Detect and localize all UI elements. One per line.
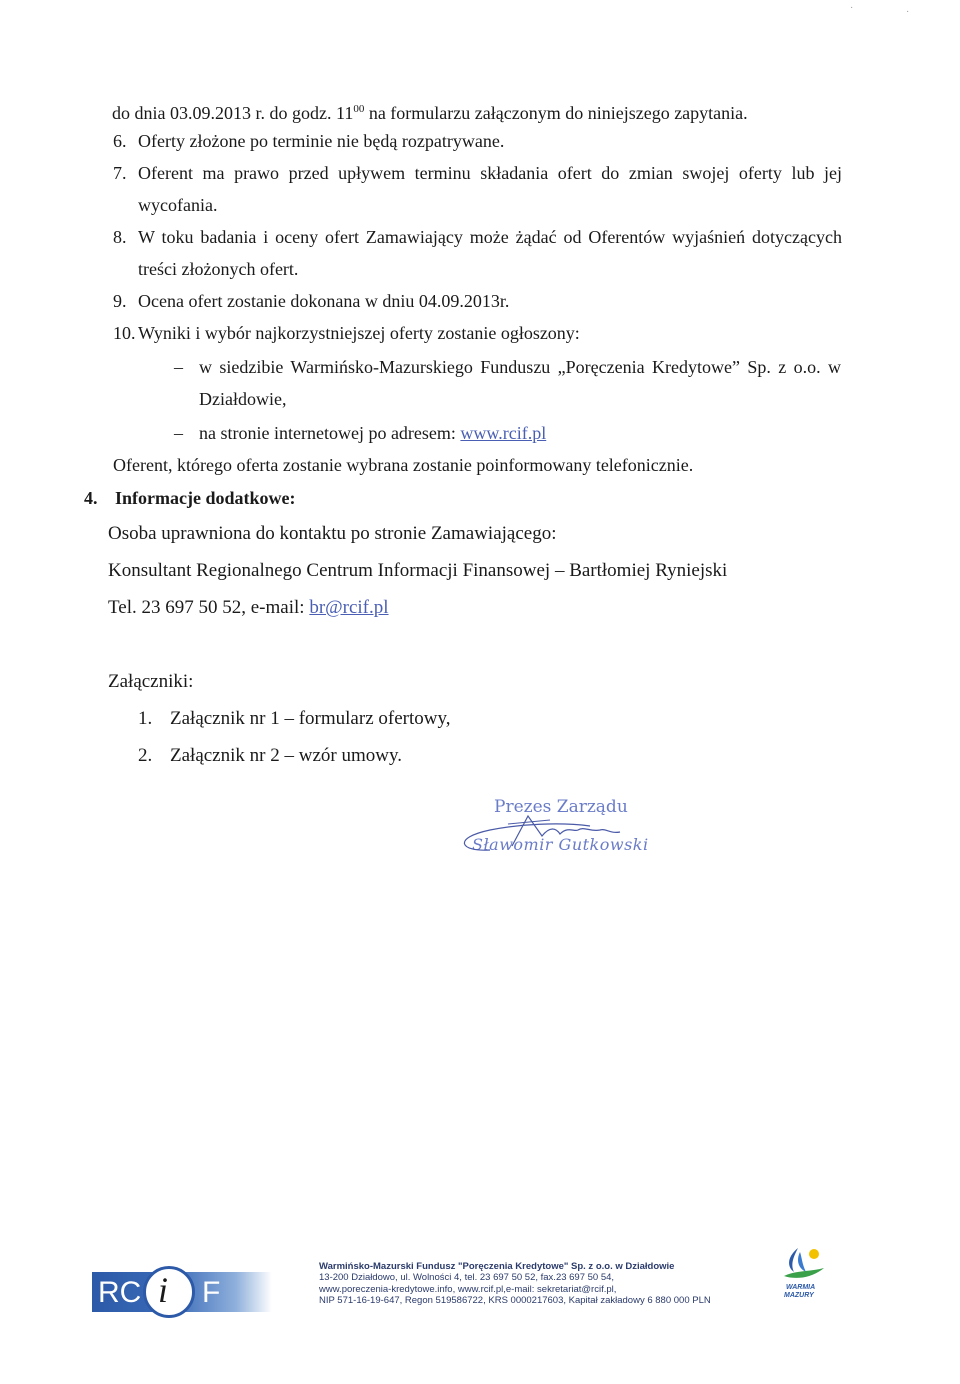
item-6-number: 6. <box>113 131 127 151</box>
handwritten-signature <box>450 808 640 858</box>
deadline-text-rest: na formularzu załączonym do niniejszego zapytania. <box>364 103 748 123</box>
stamp-name: Sławomir Gutkowski <box>472 835 649 854</box>
item-9-text: Ocena ofert zostanie dokonana w dniu 04.09.2013r. <box>138 291 510 311</box>
contact-person: Konsultant Regionalnego Centrum Informacji Finansowej – Bartłomiej Ryniejski <box>108 560 728 581</box>
section-4-number: 4. <box>84 488 98 508</box>
item-8-text: W toku badania i oceny ofert Zamawiający może żądać od Oferentów wyjaśnień dotyczących <box>138 227 842 247</box>
rcif-logo-text-right: F <box>202 1276 221 1309</box>
oferent-note: Oferent, którego oferta zostanie wybrana zostanie poinformowany telefonicznie. <box>113 455 694 475</box>
contact-intro: Osoba uprawniona do kontaktu po stronie Zamawiającego: <box>108 523 557 544</box>
deadline-time-sup: 00 <box>353 103 365 115</box>
attachment-1-number: 1. <box>138 708 153 729</box>
scan-mark: · <box>906 6 910 17</box>
item-8-number: 8. <box>113 227 127 247</box>
footer-address: 13-200 Działdowo, ul. Wolności 4, tel. 23 697 50 52, fax.23 697 50 54, <box>319 1272 615 1283</box>
attachments-heading: Załączniki: <box>108 671 194 692</box>
scan-mark: · <box>850 2 854 13</box>
rcif-logo-circle <box>143 1266 195 1318</box>
item-9-number: 9. <box>113 291 127 311</box>
attachment-2-text: Załącznik nr 2 – wzór umowy. <box>170 745 402 766</box>
footer-registry: NIP 571-16-19-647, Regon 519586722, KRS 0000217603, Kapitał zakładowy 6 880 000 PLN <box>319 1295 711 1306</box>
bullet-2-text: na stronie internetowej po adresem: <box>199 423 461 443</box>
bullet-dash: – <box>174 423 183 443</box>
item-7-text: Oferent ma prawo przed upływem terminu składania ofert do zmian swojej oferty lub jej <box>138 163 842 183</box>
section-4-title: Informacje dodatkowe: <box>115 488 296 508</box>
item-10-text: Wyniki i wybór najkorzystniejszej oferty zostanie ogłoszony: <box>138 323 580 343</box>
attachment-1-text: Załącznik nr 1 – formularz ofertowy, <box>170 708 451 729</box>
website-link[interactable]: www.rcif.pl <box>460 423 547 443</box>
bullet-2-line <box>199 422 546 444</box>
item-10-number: 10. <box>113 323 136 343</box>
warmia-logo-text-2: MAZURY <box>784 1292 814 1299</box>
rcif-logo-text-left: RC <box>98 1276 142 1309</box>
contact-phone-line <box>108 596 389 620</box>
item-8-continuation: treści złożonych ofert. <box>138 259 299 279</box>
deadline-line <box>112 98 748 124</box>
footer-company-name: Warmińsko-Mazurski Fundusz "Poręczenia Kredytowe" Sp. z o.o. w Działdowie <box>319 1261 675 1272</box>
item-6-text: Oferty złożone po terminie nie będą rozpatrywane. <box>138 131 505 151</box>
footer-web-email: www.poreczenia-kredytowe.info, www.rcif.pl,e-mail: sekretariat@rcif.pl, <box>319 1284 617 1295</box>
email-link[interactable]: br@rcif.pl <box>309 597 389 618</box>
contact-phone: Tel. 23 697 50 52, e-mail: <box>108 597 310 618</box>
warmia-logo-text-1: WARMIA <box>786 1284 816 1291</box>
warmia-mazury-logo-icon <box>780 1246 826 1284</box>
rcif-logo-i: i <box>158 1270 169 1310</box>
stamp-title: Prezes Zarządu <box>494 797 628 817</box>
item-7-number: 7. <box>113 163 127 183</box>
bullet-1-text: w siedzibie Warmińsko-Mazurskiego Funduszu „Poręczenia Kredytowe” Sp. z o.o. w <box>199 357 841 377</box>
bullet-dash: – <box>174 357 183 377</box>
bullet-1-continuation: Działdowie, <box>199 389 287 409</box>
attachment-2-number: 2. <box>138 745 153 766</box>
deadline-text: do dnia 03.09.2013 r. do godz. 11 <box>112 103 354 123</box>
item-7-continuation: wycofania. <box>138 195 218 215</box>
